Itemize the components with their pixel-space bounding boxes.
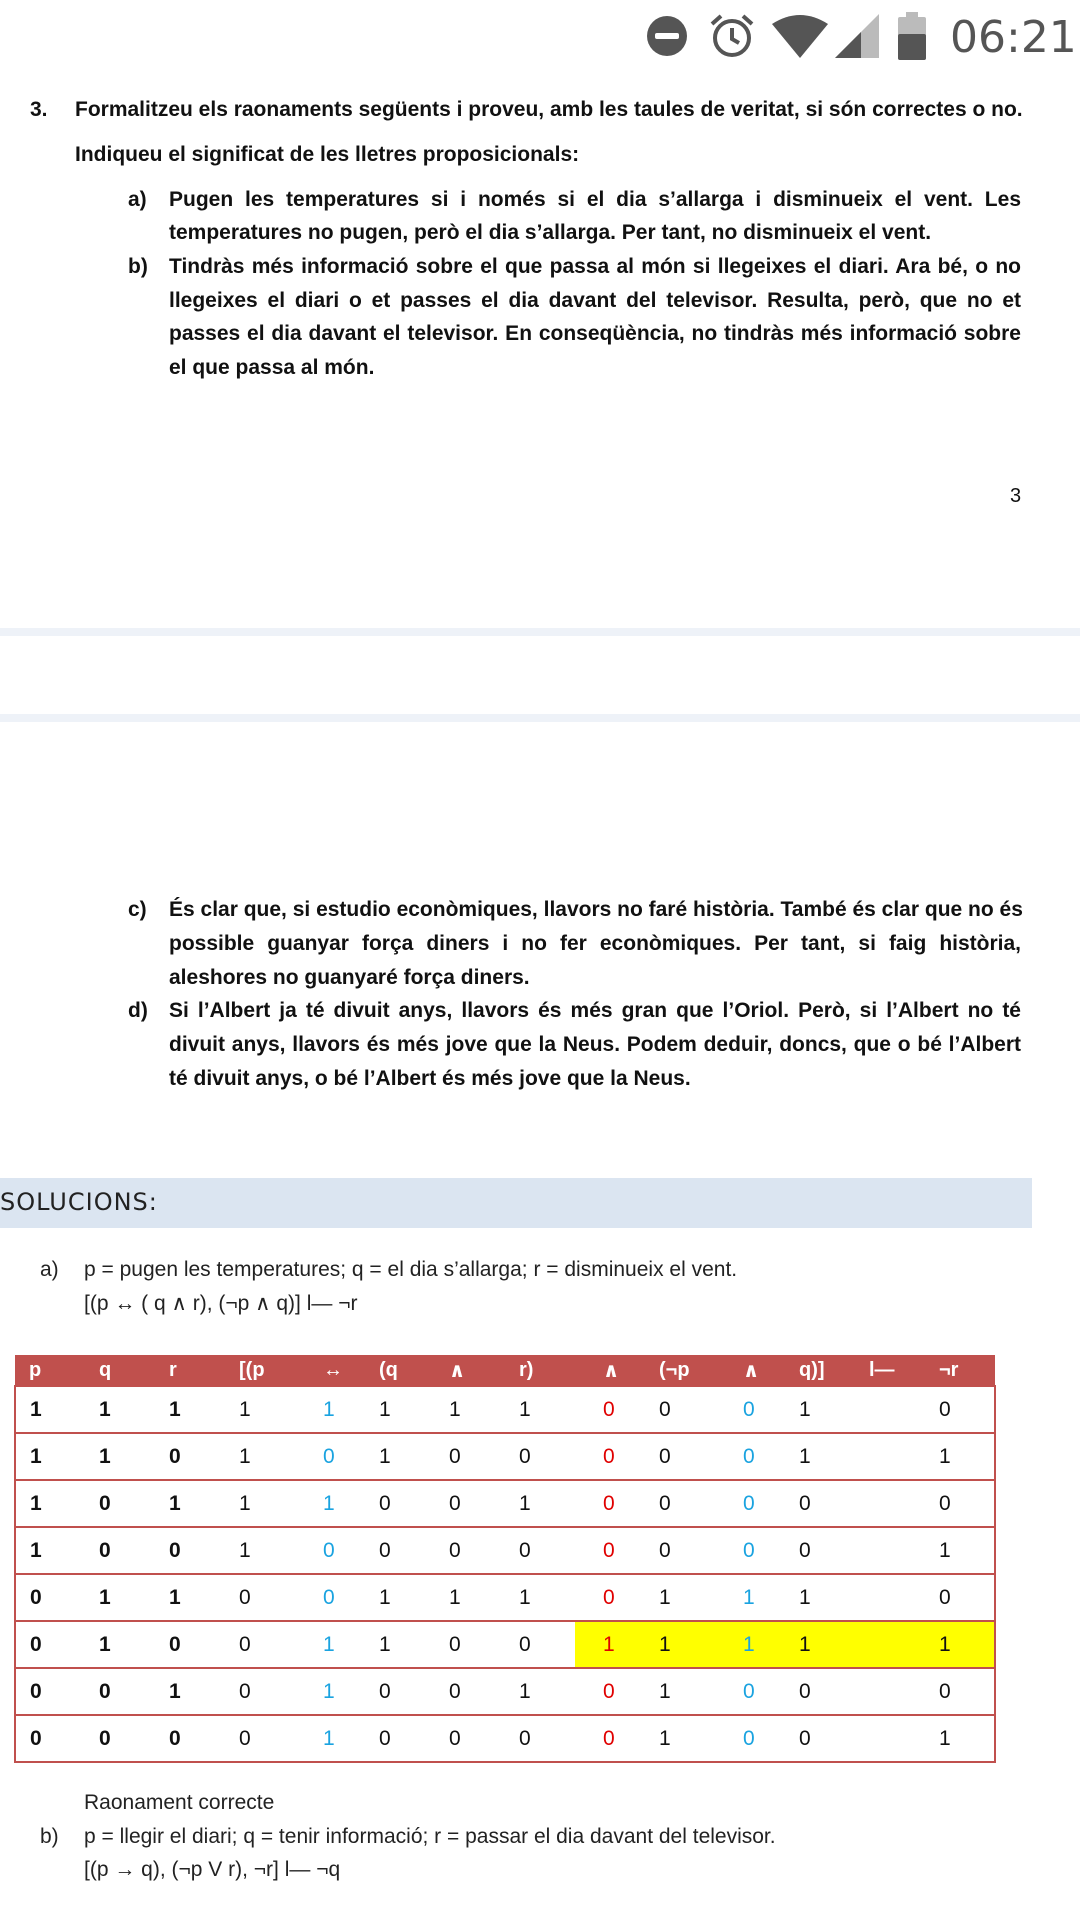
table-cell: 0 [925, 1386, 995, 1433]
status-bar [0, 0, 1080, 74]
table-cell: 0 [505, 1433, 575, 1480]
table-cell: 0 [925, 1480, 995, 1527]
table-cell: 1 [295, 1715, 365, 1762]
table-cell: 1 [715, 1621, 785, 1668]
table-cell: 0 [505, 1715, 575, 1762]
table-cell: 1 [295, 1386, 365, 1433]
table-cell: 1 [85, 1621, 155, 1668]
table-cell: 1 [365, 1433, 435, 1480]
item-c-label: c) [128, 898, 147, 921]
table-cell: 1 [925, 1621, 995, 1668]
item-b-line: el que passa al món. [169, 356, 375, 379]
table-cell: 0 [155, 1621, 225, 1668]
solution-a-label: a) [40, 1258, 59, 1281]
solution-b-definitions: p = llegir el diari; q = tenir informació; r = passar el dia davant del televisor. [84, 1825, 776, 1848]
table-cell: 0 [155, 1527, 225, 1574]
table-cell: 0 [225, 1574, 295, 1621]
item-a-line: temperatures no pugen, però el dia s’allarga. Per tant, no disminueix el vent. [169, 221, 932, 244]
table-row [15, 1668, 995, 1715]
table-cell: 0 [85, 1715, 155, 1762]
table-cell: 1 [785, 1574, 855, 1621]
table-row [15, 1386, 995, 1433]
table-cell: 0 [785, 1480, 855, 1527]
table-cell: 1 [85, 1386, 155, 1433]
table-cell: 1 [225, 1386, 295, 1433]
column-header: q [85, 1355, 155, 1386]
signal-icon [835, 14, 879, 58]
table-cell: 0 [505, 1527, 575, 1574]
table-cell: 1 [365, 1574, 435, 1621]
column-header: ¬r [925, 1355, 995, 1386]
wifi-icon [772, 14, 828, 58]
item-b-line: llegeixes el diari o et passes el dia davant del televisor. Resulta, però, que no et [169, 289, 1021, 312]
table-cell: 0 [645, 1433, 715, 1480]
table-cell: 1 [155, 1668, 225, 1715]
do-not-disturb-icon [645, 14, 689, 58]
table-cell: 0 [435, 1527, 505, 1574]
table-cell: 0 [715, 1715, 785, 1762]
table-cell: 0 [575, 1527, 645, 1574]
column-header: ∧ [715, 1355, 785, 1386]
table-cell [855, 1480, 925, 1527]
table-cell: 0 [225, 1715, 295, 1762]
item-c-line: És clar que, si estudio econòmiques, llavors no faré història. També és clar que no és [169, 898, 1023, 921]
exercise-intro-line-1: Formalitzeu els raonaments següents i proveu, amb les taules de veritat, si són correctes o no. [75, 98, 1023, 121]
column-header: (q [365, 1355, 435, 1386]
table-cell: 1 [645, 1715, 715, 1762]
solutions-title: SOLUCIONS: [0, 1188, 158, 1216]
table-cell: 1 [505, 1574, 575, 1621]
column-header: (¬p [645, 1355, 715, 1386]
table-cell: 0 [365, 1715, 435, 1762]
table-cell: 0 [365, 1480, 435, 1527]
table-cell: 0 [715, 1433, 785, 1480]
table-row [15, 1433, 995, 1480]
table-row [15, 1574, 995, 1621]
item-d-line: divuit anys, llavors és més jove que la Neus. Podem deduir, doncs, que o bé l’Albert [169, 1033, 1021, 1056]
table-cell: 0 [435, 1433, 505, 1480]
table-cell [855, 1527, 925, 1574]
table-cell: 1 [155, 1574, 225, 1621]
item-a-line: Pugen les temperatures si i només si el dia s’allarga i disminueix el vent. Les [169, 188, 1021, 211]
table-cell: 1 [645, 1668, 715, 1715]
table-cell: 0 [15, 1715, 85, 1762]
table-cell: 0 [15, 1668, 85, 1715]
table-cell: 1 [575, 1621, 645, 1668]
table-cell: 1 [85, 1574, 155, 1621]
page-number: 3 [1010, 485, 1022, 507]
table-cell: 0 [505, 1621, 575, 1668]
table-cell: 0 [295, 1433, 365, 1480]
table-cell: 0 [925, 1668, 995, 1715]
table-cell: 1 [435, 1574, 505, 1621]
table-cell: 0 [85, 1480, 155, 1527]
solution-a-definitions: p = pugen les temperatures; q = el dia s’allarga; r = disminueix el vent. [84, 1258, 738, 1281]
column-header: r) [505, 1355, 575, 1386]
table-cell: 0 [225, 1621, 295, 1668]
table-cell: 1 [225, 1527, 295, 1574]
table-cell: 0 [155, 1715, 225, 1762]
table-cell: 0 [715, 1386, 785, 1433]
table-cell: 1 [155, 1480, 225, 1527]
table-cell: 1 [85, 1433, 155, 1480]
table-cell: 0 [155, 1433, 225, 1480]
table-cell: 0 [85, 1527, 155, 1574]
table-cell: 0 [575, 1433, 645, 1480]
item-d-label: d) [128, 999, 148, 1022]
solution-a-formula: [(p ↔ ( q ∧ r), (¬p ∧ q)] l— ¬r [84, 1292, 358, 1315]
table-cell: 0 [715, 1527, 785, 1574]
table-cell: 1 [435, 1386, 505, 1433]
table-row [15, 1715, 995, 1762]
table-cell: 1 [365, 1621, 435, 1668]
table-cell: 1 [925, 1527, 995, 1574]
table-row [15, 1621, 995, 1668]
table-cell [855, 1433, 925, 1480]
table-cell: 1 [225, 1480, 295, 1527]
table-cell: 1 [225, 1433, 295, 1480]
table-cell: 0 [225, 1668, 295, 1715]
table-cell [855, 1715, 925, 1762]
table-cell: 0 [435, 1668, 505, 1715]
truth-table-header-row [15, 1355, 995, 1386]
table-cell: 0 [15, 1621, 85, 1668]
item-d-line: té divuit anys, o bé l’Albert és més jove que la Neus. [169, 1067, 691, 1090]
exercise-number: 3. [30, 98, 48, 121]
table-cell: 0 [715, 1668, 785, 1715]
table-cell: 1 [15, 1433, 85, 1480]
item-b-label: b) [128, 255, 148, 278]
table-cell: 1 [15, 1480, 85, 1527]
item-b-line: passes el dia davant el televisor. En conseqüència, no tindràs més informació sobre [169, 322, 1021, 345]
solution-b-label: b) [40, 1825, 59, 1848]
table-cell: 1 [645, 1621, 715, 1668]
table-cell: 1 [295, 1621, 365, 1668]
table-cell: 1 [505, 1480, 575, 1527]
table-cell: 1 [785, 1621, 855, 1668]
table-cell [855, 1574, 925, 1621]
table-cell: 1 [925, 1433, 995, 1480]
table-cell: 0 [575, 1668, 645, 1715]
table-cell: 0 [435, 1621, 505, 1668]
table-cell: 0 [435, 1715, 505, 1762]
table-cell: 1 [785, 1386, 855, 1433]
column-header: q)] [785, 1355, 855, 1386]
table-cell: 0 [715, 1480, 785, 1527]
table-cell: 1 [155, 1386, 225, 1433]
solution-a-conclusion: Raonament correcte [84, 1791, 275, 1814]
table-cell: 0 [85, 1668, 155, 1715]
table-cell: 1 [925, 1715, 995, 1762]
table-cell: 0 [575, 1386, 645, 1433]
alarm-icon [708, 12, 756, 60]
solution-b-formula: [(p → q), (¬p V r), ¬r] l— ¬q [84, 1858, 341, 1881]
table-cell: 0 [785, 1668, 855, 1715]
item-c-line: possible guanyar força diners i no fer econòmiques. Per tant, si faig història, [169, 932, 1021, 955]
table-cell: 1 [505, 1386, 575, 1433]
table-cell: 0 [575, 1480, 645, 1527]
table-cell: 1 [295, 1668, 365, 1715]
clock-time: 06:21 [950, 12, 1077, 63]
table-cell: 0 [645, 1527, 715, 1574]
column-header: ∧ [575, 1355, 645, 1386]
table-cell: 0 [785, 1527, 855, 1574]
table-cell [855, 1386, 925, 1433]
table-cell: 0 [435, 1480, 505, 1527]
table-cell: 0 [575, 1574, 645, 1621]
column-header: ∧ [435, 1355, 505, 1386]
truth-table [14, 1355, 996, 1763]
column-header: l— [855, 1355, 925, 1386]
table-cell: 0 [295, 1527, 365, 1574]
table-cell: 1 [715, 1574, 785, 1621]
table-cell: 1 [785, 1433, 855, 1480]
table-cell: 1 [645, 1574, 715, 1621]
table-cell: 1 [15, 1386, 85, 1433]
table-cell [855, 1621, 925, 1668]
column-header: r [155, 1355, 225, 1386]
item-b-line: Tindràs més informació sobre el que passa al món si llegeixes el diari. Ara bé, o no [169, 255, 1021, 278]
table-row [15, 1527, 995, 1574]
column-header: ↔ [295, 1355, 365, 1386]
table-cell: 0 [365, 1527, 435, 1574]
table-cell: 0 [785, 1715, 855, 1762]
item-a-label: a) [128, 188, 147, 211]
column-header: p [15, 1355, 85, 1386]
exercise-intro-line-2: Indiqueu el significat de les lletres proposicionals: [75, 143, 580, 166]
column-header: [(p [225, 1355, 295, 1386]
table-cell: 0 [645, 1386, 715, 1433]
table-cell [855, 1668, 925, 1715]
table-cell: 0 [15, 1574, 85, 1621]
table-cell: 0 [645, 1480, 715, 1527]
page-separator [0, 714, 1080, 722]
table-cell: 1 [365, 1386, 435, 1433]
table-cell: 0 [365, 1668, 435, 1715]
page-separator [0, 628, 1080, 636]
table-cell: 0 [295, 1574, 365, 1621]
item-d-line: Si l’Albert ja té divuit anys, llavors és més gran que l’Oriol. Però, si l’Albert no té [169, 999, 1021, 1022]
table-cell: 1 [505, 1668, 575, 1715]
table-cell: 1 [295, 1480, 365, 1527]
table-row [15, 1480, 995, 1527]
table-cell: 0 [575, 1715, 645, 1762]
table-cell: 0 [925, 1574, 995, 1621]
table-cell: 1 [15, 1527, 85, 1574]
item-c-line: aleshores no guanyaré força diners. [169, 966, 530, 989]
battery-icon [898, 12, 926, 60]
